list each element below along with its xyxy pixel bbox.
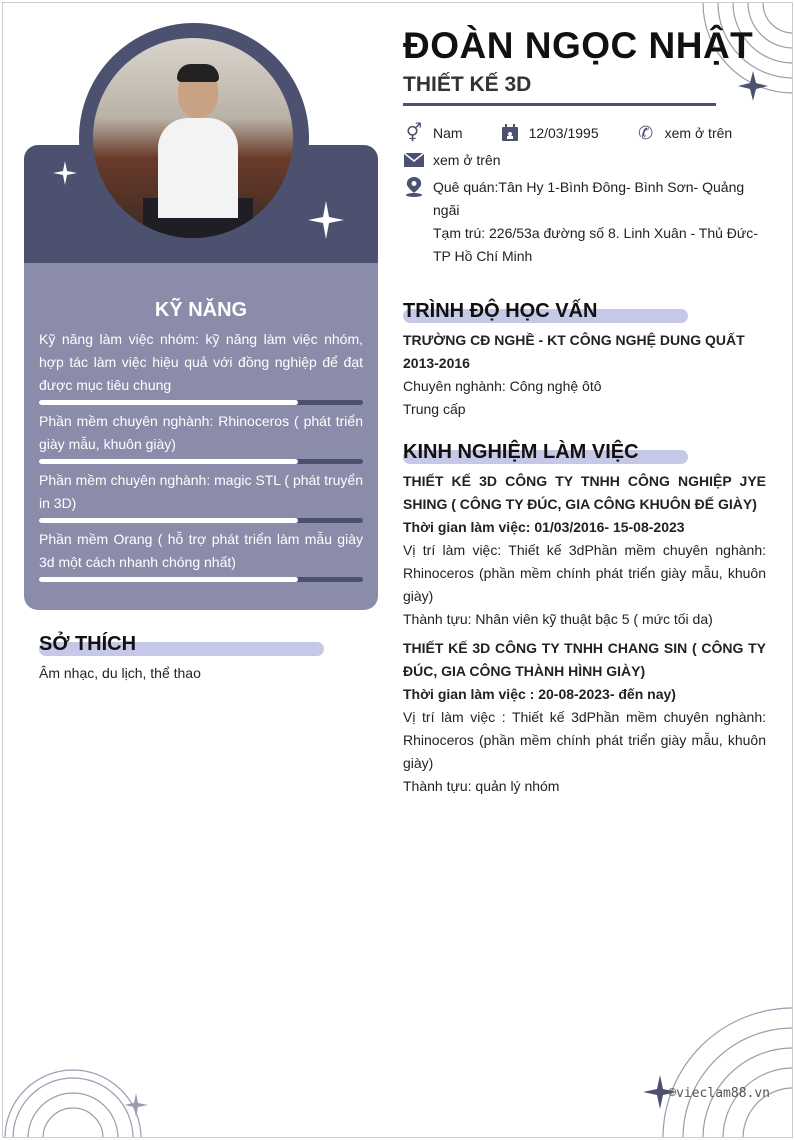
skill-bar-fill [39, 459, 298, 464]
decorative-arc [763, 3, 793, 33]
experience-title-text: KINH NGHIỆM LÀM VIỆC [403, 441, 639, 463]
education-title-text: TRÌNH ĐỘ HỌC VẤN [403, 300, 598, 322]
education-title [403, 300, 766, 323]
job-item [403, 470, 766, 631]
skill-bar-fill [39, 518, 298, 523]
job-company: THIẾT KẾ 3D CÔNG TY TNHH CHANG SIN ( CÔNG TY ĐÚC, GIA CÔNG THÀNH HÌNH GIÀY) [403, 640, 766, 679]
hobbies-title-text: SỞ THÍCH [39, 633, 137, 655]
profile-photo [93, 38, 293, 238]
skill-bar-fill [39, 577, 298, 582]
gender: Nam [433, 125, 463, 141]
school-major: Chuyên nghành: Công nghệ ôtô [403, 378, 602, 394]
job-position: Vị trí làm việc : Thiết kế 3dPhần mềm chuyên nghành: Rhinoceros (phần mềm chính phát triển giày mẫu, khuôn giày) [403, 709, 766, 771]
candidate-name: ĐOÀN NGỌC NHẬT [403, 25, 754, 66]
skill-item [39, 328, 363, 405]
address-hometown: Quê quán:Tân Hy 1-Bình Đông- Bình Sơn- Quảng ngãi [433, 179, 745, 218]
phone: xem ở trên [664, 125, 733, 141]
education-section [403, 300, 766, 421]
address-current: Tạm trú: 226/53a đường số 8. Linh Xuân - Thủ Đức-TP Hồ Chí Minh [433, 225, 758, 264]
job-company: THIẾT KẾ 3D CÔNG TY TNHH CÔNG NGHIỆP JYE SHING ( CÔNG TY ĐÚC, GIA CÔNG KHUÔN ĐẾ GIÀY) [403, 473, 766, 512]
job-item [403, 637, 766, 798]
main-column [403, 25, 766, 804]
job-achievement: Thành tựu: Nhân viên kỹ thuật bậc 5 ( mức tối da) [403, 611, 713, 627]
job-achievement: Thành tựu: quản lý nhóm [403, 778, 560, 794]
jobs-list [403, 470, 766, 798]
phone-icon: ✆ [638, 122, 654, 143]
decorative-arc [5, 1070, 141, 1138]
cv-page [2, 2, 793, 1138]
experience-section [403, 441, 766, 798]
job-position: Vị trí làm việc: Thiết kế 3dPhần mềm chuyên nghành: Rhinoceros (phần mềm chính phát triển giày mẫu, khuôn giày) [403, 542, 766, 604]
school-level: Trung cấp [403, 401, 466, 417]
skill-bar [39, 518, 363, 523]
skills-title: KỸ NĂNG [154, 299, 248, 321]
contact-info [403, 122, 766, 268]
email-icon [403, 149, 425, 171]
job-period: Thời gian làm việc: 01/03/2016- 15-08-2023 [403, 519, 685, 535]
skills-panel [24, 263, 378, 610]
skill-item [39, 528, 363, 582]
skill-bar [39, 400, 363, 405]
hobbies-title [39, 633, 329, 656]
skills-list [39, 328, 363, 582]
email: xem ở trên [433, 152, 501, 168]
skill-item [39, 410, 363, 464]
experience-title [403, 441, 766, 464]
sparkle-icon [53, 161, 77, 185]
watermark: ©vieclam88.vn [668, 1086, 770, 1101]
candidate-role: THIẾT KẾ 3D [403, 73, 716, 106]
skill-bar-fill [39, 400, 298, 405]
gender-icon: ⚥ [405, 122, 423, 143]
skill-label: Phần mềm chuyên nghành: Rhinoceros ( phát triển giày mẫu, khuôn giày) [39, 413, 363, 452]
hobbies-section [39, 633, 329, 685]
location-icon [403, 176, 425, 198]
school-name: TRƯỜNG CĐ NGHỀ - KT CÔNG NGHỆ DUNG QUẤT [403, 332, 745, 348]
skill-bar [39, 459, 363, 464]
birthday: 12/03/1995 [528, 125, 599, 141]
skill-label: Kỹ năng làm việc nhóm: kỹ năng làm việc nhóm, hợp tác làm việc hiệu quả với đồng nghiệp để đạt được mục tiêu chung [39, 331, 363, 393]
skill-bar [39, 577, 363, 582]
school-period: 2013-2016 [403, 355, 470, 371]
decorative-arc [663, 1008, 793, 1138]
skill-item [39, 469, 363, 523]
skill-label: Phần mềm Orang ( hỗ trợ phát triển làm mẫu giày 3d một cách nhanh chóng nhất) [39, 531, 363, 570]
decorative-arc [28, 1093, 118, 1138]
skill-label: Phần mềm chuyên nghành: magic STL ( phát truyển in 3D) [39, 472, 363, 511]
sparkle-icon [308, 201, 344, 239]
calendar-icon [499, 122, 521, 144]
decorative-arc [683, 1028, 793, 1138]
hobbies-text: Âm nhạc, du lịch, thể thao [39, 665, 201, 681]
decorative-arc [43, 1108, 103, 1138]
job-period: Thời gian làm việc : 20-08-2023- đến nay) [403, 686, 676, 702]
